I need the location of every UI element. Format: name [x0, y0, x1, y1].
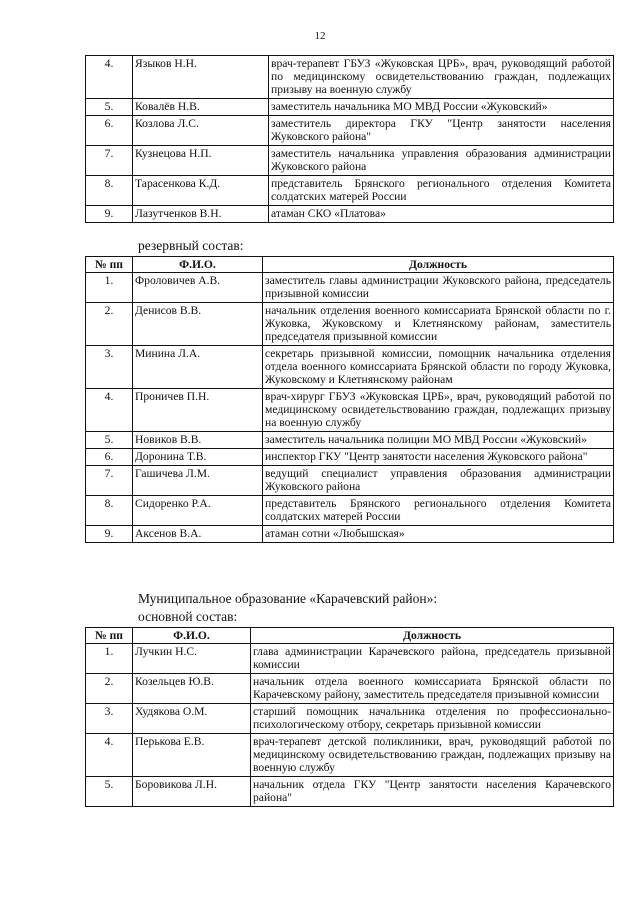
- table-row: [86, 449, 614, 466]
- row-number: 4.: [86, 389, 133, 432]
- row-name: Худякова О.М.: [133, 704, 251, 734]
- table-row: [86, 734, 614, 777]
- header-name: Ф.И.О.: [133, 628, 251, 644]
- row-name: Лазутченков В.Н.: [133, 206, 269, 223]
- row-position: секретарь призывной комиссии, помощник начальника отделения отдела военного комиссариата Брянской области по городу Жуковка, Жуковскому и Клетнянскому районам: [263, 346, 614, 389]
- row-number: 4.: [86, 56, 133, 99]
- row-position: заместитель начальника МО МВД России «Жуковский»: [269, 99, 614, 116]
- row-position: представитель Брянского регионального отделения Комитета солдатских матерей России: [263, 496, 614, 526]
- table-row: [86, 466, 614, 496]
- row-number: 5.: [86, 432, 133, 449]
- row-name: Аксенов В.А.: [133, 526, 263, 543]
- members-table-continued: [85, 55, 614, 223]
- table-row: [86, 496, 614, 526]
- row-position: начальник отдела военного комиссариата Брянской области по Карачевскому району, заместитель председателя призывной комиссии: [251, 674, 614, 704]
- main-members-table: [85, 627, 614, 807]
- row-position: представитель Брянского регионального отделения Комитета солдатских матерей России: [269, 176, 614, 206]
- row-name: Тарасенкова К.Д.: [133, 176, 269, 206]
- row-name: Минина Л.А.: [133, 346, 263, 389]
- row-number: 3.: [86, 346, 133, 389]
- table-body: [86, 273, 614, 543]
- row-number: 8.: [86, 496, 133, 526]
- row-name: Языков Н.Н.: [133, 56, 269, 99]
- reserve-members-table: [85, 256, 614, 543]
- row-position: заместитель начальника полиции МО МВД России «Жуковский»: [263, 432, 614, 449]
- row-name: Козлова Л.С.: [133, 116, 269, 146]
- row-name: Боровикова Л.Н.: [133, 777, 251, 807]
- row-name: Лучкин Н.С.: [133, 644, 251, 674]
- row-number: 7.: [86, 466, 133, 496]
- row-name: Фроловичев А.В.: [133, 273, 263, 303]
- row-name: Ковалёв Н.В.: [133, 99, 269, 116]
- table-row: [86, 777, 614, 807]
- row-number: 1.: [86, 644, 133, 674]
- row-number: 9.: [86, 526, 133, 543]
- row-number: 5.: [86, 777, 133, 807]
- row-name: Кузнецова Н.П.: [133, 146, 269, 176]
- row-position: атаман сотни «Любышская»: [263, 526, 614, 543]
- table-body: [86, 644, 614, 807]
- row-number: 4.: [86, 734, 133, 777]
- row-number: 3.: [86, 704, 133, 734]
- row-number: 5.: [86, 99, 133, 116]
- table-row: [86, 432, 614, 449]
- row-number: 2.: [86, 674, 133, 704]
- row-position: старший помощник начальника отделения по профессионально-психологическому отбору, секретарь призывной комиссии: [251, 704, 614, 734]
- header-number: № пп: [86, 628, 133, 644]
- row-name: Сидоренко Р.А.: [133, 496, 263, 526]
- row-position: начальник отделения военного комиссариата Брянской области по г. Жуковка, Жуковскому и Клетнянскому районам, заместитель председателя призывной комиссии: [263, 303, 614, 346]
- header-row: [86, 628, 614, 644]
- row-position: заместитель главы администрации Жуковского района, председатель призывной комиссии: [263, 273, 614, 303]
- table-row: [86, 206, 614, 223]
- table-header: [86, 257, 614, 273]
- table-row: [86, 273, 614, 303]
- table-row: [86, 644, 614, 674]
- row-name: Денисов В.В.: [133, 303, 263, 346]
- row-position: атаман СКО «Платова»: [269, 206, 614, 223]
- row-position: заместитель директора ГКУ "Центр занятости населения Жуковского района": [269, 116, 614, 146]
- row-position: начальник отдела ГКУ "Центр занятости населения Карачевского района": [251, 777, 614, 807]
- row-number: 1.: [86, 273, 133, 303]
- row-number: 2.: [86, 303, 133, 346]
- row-name: Перькова Е.В.: [133, 734, 251, 777]
- row-name: Гашичева Л.М.: [133, 466, 263, 496]
- header-position: Должность: [263, 257, 614, 273]
- row-number: 7.: [86, 146, 133, 176]
- row-position: ведущий специалист управления образования администрации Жуковского района: [263, 466, 614, 496]
- table-row: [86, 526, 614, 543]
- table-row: [86, 176, 614, 206]
- row-number: 6.: [86, 116, 133, 146]
- main-caption: основной состав:: [138, 609, 238, 624]
- row-name: Новиков В.В.: [133, 432, 263, 449]
- row-position: глава администрации Карачевского района, председатель призывной комиссии: [251, 644, 614, 674]
- row-number: 8.: [86, 176, 133, 206]
- row-position: врач-хирург ГБУЗ «Жуковская ЦРБ», врач, руководящий работой по медицинскому освидетельствованию граждан, подлежащих призыву на военную службу: [263, 389, 614, 432]
- table-row: [86, 99, 614, 116]
- table-row: [86, 146, 614, 176]
- table-row: [86, 56, 614, 99]
- row-position: заместитель начальника управления образования администрации Жуковского района: [269, 146, 614, 176]
- table-body: [86, 56, 614, 223]
- table-row: [86, 303, 614, 346]
- row-number: 6.: [86, 449, 133, 466]
- table-row: [86, 116, 614, 146]
- row-number: 9.: [86, 206, 133, 223]
- table-row: [86, 704, 614, 734]
- row-position: врач-терапевт ГБУЗ «Жуковская ЦРБ», врач, руководящий работой по медицинскому освидетельствованию граждан, подлежащих призыву на военную службу: [269, 56, 614, 99]
- header-position: Должность: [251, 628, 614, 644]
- table-row: [86, 346, 614, 389]
- reserve-caption: резервный состав:: [138, 238, 244, 253]
- row-name: Проничев П.Н.: [133, 389, 263, 432]
- table-row: [86, 674, 614, 704]
- municipality-caption: Муниципальное образование «Карачевский район»:: [138, 591, 438, 606]
- header-name: Ф.И.О.: [133, 257, 263, 273]
- row-name: Козельцев Ю.В.: [133, 674, 251, 704]
- header-number: № пп: [86, 257, 133, 273]
- header-row: [86, 257, 614, 273]
- row-position: врач-терапевт детской поликлиники, врач, руководящий работой по медицинскому освидетельствованию граждан, подлежащих призыву на военную службу: [251, 734, 614, 777]
- row-name: Доронина Т.В.: [133, 449, 263, 466]
- table-header: [86, 628, 614, 644]
- table-row: [86, 389, 614, 432]
- page-number: 12: [314, 30, 326, 42]
- row-position: инспектор ГКУ "Центр занятости населения Жуковского района": [263, 449, 614, 466]
